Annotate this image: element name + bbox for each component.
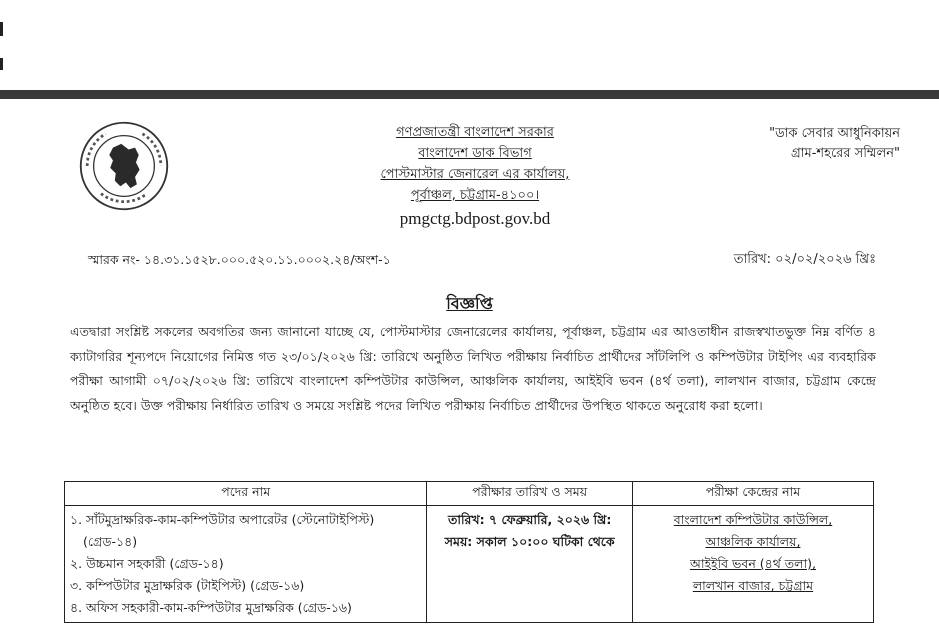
venue-cell xyxy=(632,506,873,623)
edge-mark xyxy=(0,58,3,70)
government-name: গণপ্রজাতন্ত্রী বাংলাদেশ সরকার xyxy=(396,125,554,140)
body-line: কম্পিউটার টাইপিং এর ব্যবহারিক পরীক্ষা আগামী ০৭/০২/২০২৬ খ্রি: তারিখে বাংলাদেশ কম্পিউটার কাউন্সিল, আঞ্চলিক কার্যালয়, আইইবি ভবন xyxy=(70,348,876,388)
body-line: নিম্ন বর্ণিত ৪ ক্যাটাগরির শূন্যপদে নিয়োগের নিমিত্ত গত ২৩/০১/২০২৬ খ্রি: তারিখে অনুষ্ঠিত লিখিত পরীক্ষায় নির্বাচিত প্রার্থীদের সাঁটলিপি ও xyxy=(70,324,876,364)
venue-line: আঞ্চলিক কার্যালয়, xyxy=(705,534,801,549)
office-name: পোস্টমাস্টার জেনারেল এর কার্যালয়, xyxy=(380,167,570,182)
post-item: ৩. কম্পিউটার মুদ্রাক্ষরিক (টাইপিস্ট) (গ্রেড-১৬) xyxy=(70,578,305,593)
slogan-line: গ্রাম-শহরের সম্মিলন" xyxy=(791,146,900,161)
exam-time: সময়: সকাল ১০:০০ ঘটিকা থেকে xyxy=(444,534,615,549)
edge-mark xyxy=(0,22,3,36)
letterhead xyxy=(330,122,620,231)
column-header-schedule: পরীক্ষার তারিখ ও সময় xyxy=(427,482,633,506)
column-header-post: পদের নাম xyxy=(65,482,427,506)
notice-title: বিজ্ঞপ্তি xyxy=(446,294,493,313)
body-line: উপস্থিত থাকতে অনুরোধ করা হলো। xyxy=(582,397,763,413)
memo-number: স্মারক নং- ১৪.৩১.১৫২৮.০০০.৫২০.১১.০০০২.২৪/অংশ-১ xyxy=(88,252,391,267)
post-item: ৪. অফিস সহকারী-কাম-কম্পিউটার মুদ্রাক্ষরিক (গ্রেড-১৬) xyxy=(70,600,352,615)
body-line: (৪র্থ তলা), লালখান বাজার, চট্টগ্রাম কেন্দ্রে অনুষ্ঠিত হবে। উক্ত পরীক্ষায় নির্ধারিত তারিখ ও সময়ে সংশ্লিষ্ট পদের লিখিত পরীক্ষায় নির্বাচিত প্রার্থীদের xyxy=(70,373,876,413)
government-seal-icon xyxy=(78,120,170,212)
post-item-grade: (গ্রেড-১৪) xyxy=(83,534,138,549)
notice-body xyxy=(70,320,876,418)
post-item: ২. উচ্চমান সহকারী (গ্রেড-১৪) xyxy=(70,556,224,571)
office-website: pmgctg.bdpost.gov.bd xyxy=(399,209,551,228)
body-line: এতদ্বারা সংশ্লিষ্ট সকলের অবগতির জন্য জানানো যাচ্ছে যে, পোস্টমাস্টার জেনারেলের কার্যালয়, পূর্বাঞ্চল, চট্টগ্রাম এর আওতাধীন রাজস্বখাতভুক্ত xyxy=(70,324,807,339)
venue-line: আইইবি ভবন (৪র্থ তলা), xyxy=(689,556,816,571)
venue-line: বাংলাদেশ কম্পিউটার কাউন্সিল, xyxy=(673,512,833,527)
office-address: পূর্বাঞ্চল, চট্টগ্রাম-৪১০০। xyxy=(410,188,540,203)
slogan-line: "ডাক সেবার আধুনিকায়ন xyxy=(769,126,900,141)
notice-title-wrap xyxy=(0,291,939,318)
post-item: ১. সাঁটমুদ্রাক্ষরিক-কাম-কম্পিউটার অপারেটর (স্টেনোটাইপিস্ট) xyxy=(70,512,375,527)
slogan xyxy=(700,124,900,164)
posts-cell xyxy=(65,506,427,623)
venue-line: লালখান বাজার, চট্টগ্রাম xyxy=(692,578,814,593)
schedule-cell xyxy=(427,506,633,623)
exam-schedule-table xyxy=(64,481,874,623)
top-rule xyxy=(0,90,939,99)
table-row xyxy=(65,506,874,623)
department-name: বাংলাদেশ ডাক বিভাগ xyxy=(418,146,532,161)
column-header-venue: পরীক্ষা কেন্দ্রের নাম xyxy=(632,482,873,506)
exam-date: তারিখ: ৭ ফেব্রুয়ারি, ২০২৬ খ্রি: xyxy=(447,512,612,527)
notice-date: তারিখ: ০২/০২/২০২৬ খ্রিঃ xyxy=(733,252,876,267)
table-header-row xyxy=(65,482,874,506)
